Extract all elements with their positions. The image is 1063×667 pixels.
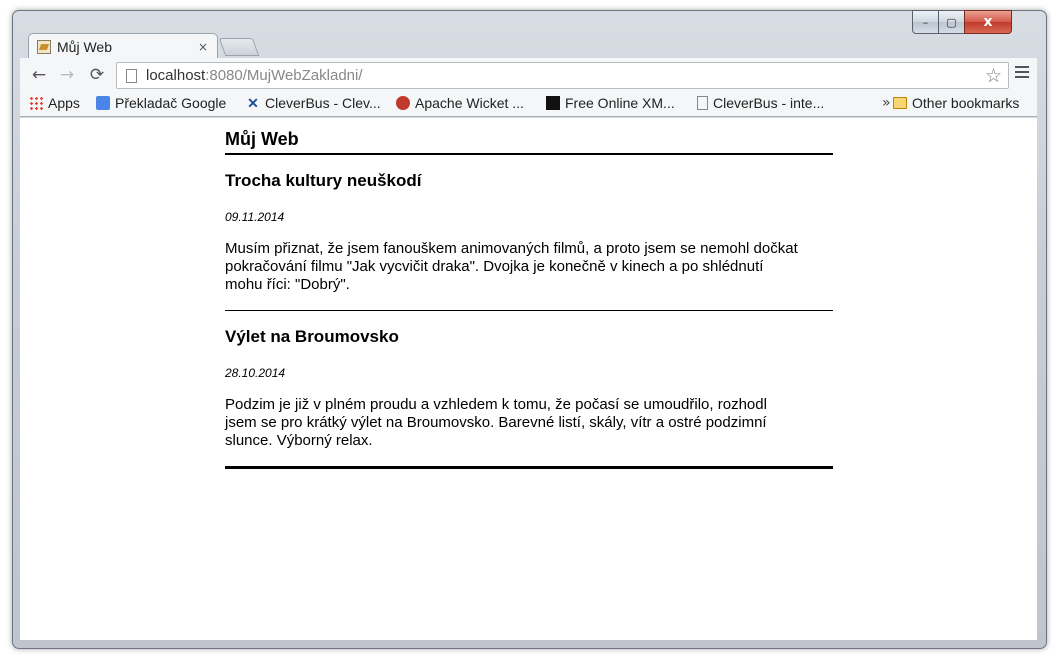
bookmarks-bar — [20, 91, 1037, 117]
maximize-icon: ▢ — [946, 15, 957, 29]
freeformatter-icon — [546, 96, 560, 110]
back-button[interactable] — [28, 64, 50, 86]
bookmark-label: Apache Wicket ... — [415, 95, 524, 111]
maximize-button[interactable] — [938, 10, 964, 34]
article-text: Podzim je již v plném proudu a vzhledem k tomu, že počasí se umoudřilo, rozhodl jsem se pro krátký výlet na Broumovsko. Barevné listí, skály, vítr a ostré podzimní slunce. Výborný relax. — [225, 396, 767, 449]
page-icon — [697, 96, 708, 110]
article-title: Výlet na Broumovsko — [225, 327, 399, 346]
reload-button[interactable] — [86, 64, 108, 86]
bookmark-google-translate[interactable] — [96, 95, 226, 111]
bookmark-free-online-xml[interactable] — [546, 95, 675, 111]
bookmark-label: CleverBus - inte... — [713, 95, 825, 111]
browser-toolbar — [20, 58, 1037, 91]
bookmark-cleverbus-2[interactable] — [697, 95, 824, 111]
site-favicon-icon — [37, 40, 51, 54]
other-bookmarks[interactable] — [893, 95, 1019, 111]
forward-button[interactable] — [56, 64, 78, 86]
article-date: 09.11.2014 — [225, 210, 285, 224]
tab-title: Můj Web — [57, 38, 112, 55]
reload-icon: ⟳ — [89, 65, 105, 85]
bookmarks-overflow-button[interactable]: » — [882, 95, 891, 111]
folder-icon — [893, 97, 907, 109]
page-icon — [126, 69, 137, 83]
bookmark-label: Překladač Google — [115, 95, 227, 111]
back-arrow-icon: ← — [31, 65, 47, 85]
wicket-icon — [396, 96, 410, 110]
bookmark-label: Apps — [48, 95, 80, 111]
minimize-icon: – — [922, 15, 929, 29]
article — [225, 327, 833, 469]
bookmark-label: Free Online XM... — [565, 95, 675, 111]
address-bar[interactable] — [116, 62, 1009, 89]
forward-arrow-icon: → — [59, 65, 75, 85]
minimize-button[interactable] — [912, 10, 938, 34]
url-text — [146, 67, 985, 84]
other-bookmarks-label: Other bookmarks — [912, 95, 1020, 111]
close-icon: x — [983, 14, 993, 30]
bookmark-label: CleverBus - Clev... — [265, 95, 381, 111]
bookmark-apache-wicket[interactable] — [396, 95, 524, 111]
article — [225, 171, 833, 311]
chrome-menu-icon[interactable] — [1015, 66, 1029, 81]
browser-tab[interactable] — [28, 33, 218, 59]
window-caption-buttons — [912, 10, 1012, 36]
article-date: 28.10.2014 — [225, 366, 286, 380]
bookmark-star-icon[interactable]: ☆ — [984, 64, 1002, 87]
google-translate-icon — [96, 96, 110, 110]
bookmark-cleverbus-1[interactable] — [246, 95, 381, 111]
bookmark-apps[interactable] — [29, 95, 80, 111]
tab-close-icon[interactable]: × — [197, 39, 209, 54]
site-title: Můj Web — [225, 128, 833, 155]
page-content — [225, 128, 833, 469]
cleverbus-icon: ✕ — [247, 95, 259, 111]
url-path: :8080/MujWebZakladni/ — [205, 67, 363, 84]
new-tab-button[interactable] — [219, 38, 260, 56]
article-title: Trocha kultury neuškodí — [225, 171, 422, 190]
article-text: Musím přiznat, že jsem fanouškem animovaných filmů, a proto jsem se nemohl dočkat pokračování filmu "Jak vycvičit draka". Dvojka je konečně v kinech a po shlédnutí mohu říci: "Dobrý". — [225, 240, 798, 293]
apps-grid-icon — [29, 96, 43, 110]
close-window-button[interactable] — [964, 10, 1012, 34]
url-host: localhost — [146, 67, 206, 84]
page-viewport — [20, 118, 1037, 640]
